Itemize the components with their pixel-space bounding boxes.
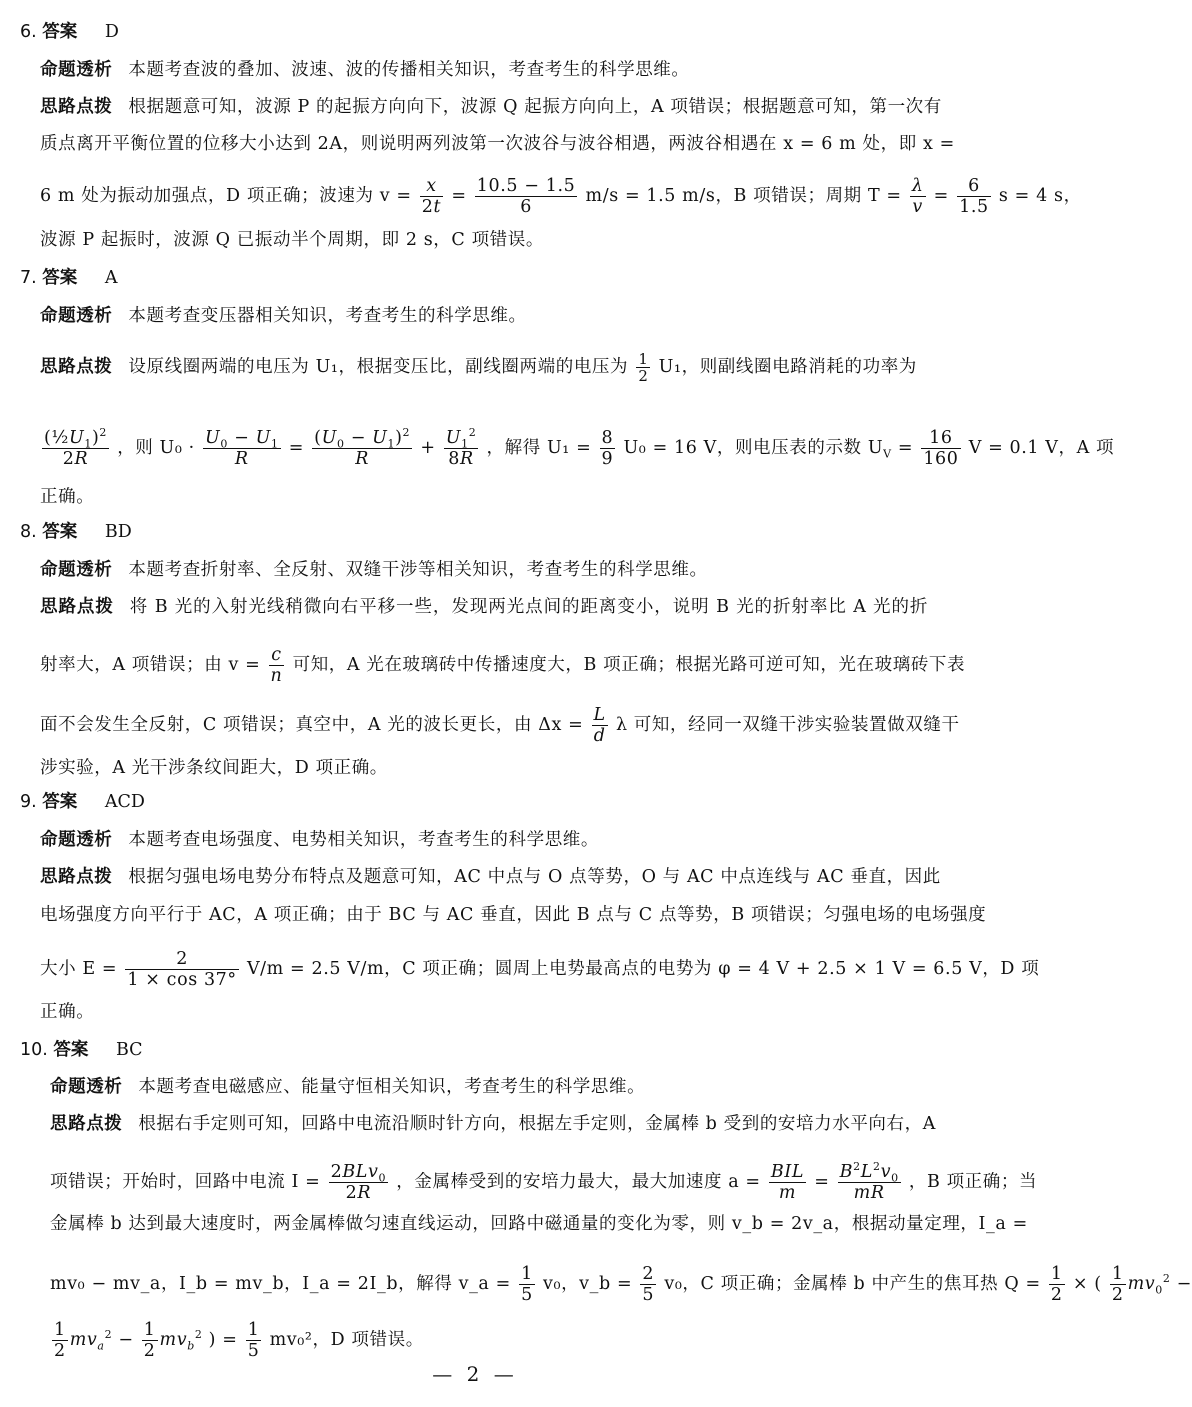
q10-l2b: ，金属棒受到的安培力最大，最大加速度 a = — [396, 1172, 761, 1192]
hint-label: 思路点拨 — [40, 867, 113, 887]
q8-number: 8. — [20, 522, 37, 542]
q10-hint-text1: 根据右手定则可知，回路中电流沿顺时针方向，根据左手定则，金属棒 b 受到的安培力水平向右，A — [138, 1114, 936, 1134]
q10-l4d: × ( — [1072, 1274, 1102, 1294]
q6-frac-x-2t: $\frac{x}{2t}$ — [421, 176, 442, 217]
q8-frac-c-n: $\frac{c}{n}$ — [270, 645, 283, 686]
q8-header — [20, 520, 132, 544]
q6-answer-label: 答案 — [42, 22, 78, 42]
q6-hint-line3: 6 m 处为振动加强点，D 项正确；波速为 v = $\frac{x}{2t}$ = $\frac{10.5 - 1.5}{6}$ m/s = 1.5 m/s，B 项错误；周期 T = $\frac{\lambda}{v}$ = $\frac{6}{1.5}$ s = 4 s， — [40, 176, 1082, 217]
q6-answer: D — [104, 22, 119, 42]
q8-answer: BD — [104, 522, 132, 542]
q6-frac-speed: $\frac{10.5 - 1.5}{6}$ — [476, 176, 576, 217]
q9-hint-line4: 正确。 — [40, 1002, 95, 1022]
q9-frac-field: $\frac{2}{1 \times \cos 37^\circ}$ — [127, 949, 237, 990]
q10-l5b: mv₀²，D 项错误。 — [269, 1330, 424, 1350]
q7-hint-line1 — [40, 351, 928, 384]
q10-frac-2-5: $\frac{2}{5}$ — [642, 1264, 655, 1305]
q10-frac-accel: $\frac{B^2L^2v_0}{mR}$ — [839, 1160, 899, 1203]
q8-l3b: λ 可知，经同一双缝干涉实验装置做双缝干 — [615, 715, 960, 735]
q7-answer-label: 答案 — [42, 268, 78, 288]
analysis-label: 命题透析 — [40, 830, 113, 850]
q8-hint-line3 — [40, 705, 960, 746]
q10-analysis — [50, 1075, 928, 1099]
q7-hint-line3: 正确。 — [40, 487, 95, 507]
q8-l2a: 射率大，A 项错误；由 v = — [40, 655, 261, 675]
q6-l3b: m/s = 1.5 m/s，B 项错误；周期 T = — [585, 186, 902, 206]
q7-number: 7. — [20, 268, 37, 288]
q6-hint-line1 — [40, 95, 942, 119]
analysis-label: 命题透析 — [40, 306, 113, 326]
q6-header — [20, 20, 119, 44]
q6-l3a: 6 m 处为振动加强点，D 项正确；波速为 v = — [40, 186, 412, 206]
q9-hint-line2: 电场强度方向平行于 AC，A 项正确；由于 BC 与 AC 垂直，因此 B 点与 C 点等势，B 项错误；匀强电场的电场强度 — [40, 905, 987, 925]
q7-answer: A — [104, 268, 118, 288]
q7-l2b: ，解得 U₁ = — [486, 438, 592, 458]
q7-frac-89: $\frac{8}{9}$ — [601, 428, 614, 469]
q7-analysis — [40, 304, 928, 328]
q7-hint-line2: $\frac{(\frac{1}{2}U_1)^2}{2R}$ ，则 U₀ · $\frac{U_0 - U_1}{R}$ = $\frac{(U_0 - U_1)^2}{R}$ + $\frac{U_1^2}{8R}$ ，解得 U₁ = $\frac{8}{9}$ U₀ = 16 V，则电压表的示数 $U_V$ = $\frac{16}{160}$ V = 0.1 V，A 项 — [44, 426, 1115, 469]
q10-hint-line1 — [50, 1112, 936, 1136]
q10-frac-half-a: $\frac{1}{2}$ — [1050, 1264, 1063, 1305]
q8-analysis-text: 本题考查折射率、全反射、双缝干涉等相关知识，考查考生的科学思维。 — [128, 560, 708, 580]
q10-frac-1-5: $\frac{1}{5}$ — [521, 1264, 533, 1305]
q7-frac-sq: $\frac{(U_0 - U_1)^2}{R}$ — [314, 426, 411, 469]
q8-hint-line1 — [40, 595, 928, 619]
q9-answer-label: 答案 — [42, 792, 78, 812]
q10-hint-line2: 项错误；开始时，回路中电流 I = 2BLv$_0$ 2R ，金属棒受到的安培力最大，最大加速度 a = BIL m = $\frac{B^2L^2v_0}{mR}$ ，B 项正确；当 — [50, 1160, 1038, 1203]
q8-hint-line4: 涉实验，A 光干涉条纹间距大，D 项正确。 — [40, 758, 388, 778]
q10-frac-BIL-m: BIL m — [770, 1162, 805, 1203]
q10-hint-line4: mv₀ − mv_a，I_b = mv_b，I_a = 2I_b，解得 v_a = $\frac{1}{5}$ v₀，v_b = $\frac{2}{5}$ v₀，C 项正确；金属棒 b 中产生的焦耳热 Q = $\frac{1}{2}$ × ( $\frac{1}{2}$ $mv_0^2$ − — [50, 1264, 1192, 1305]
q10-header — [20, 1038, 143, 1062]
q6-analysis-text: 本题考查波的叠加、波速、波的传播相关知识，考查考生的科学思维。 — [128, 60, 690, 80]
q7-l2a: ，则 U₀ · — [117, 438, 195, 458]
q7-frac-power: $\frac{(\frac{1}{2}U_1)^2}{2R}$ — [44, 426, 108, 469]
q7-header — [20, 266, 118, 290]
q7-l2d: V = 0.1 V，A 项 — [968, 438, 1115, 458]
q8-frac-L-d: $\frac{L}{d}$ — [593, 705, 606, 746]
q6-number: 6. — [20, 22, 37, 42]
q8-hint-text1: 将 B 光的入射光线稍微向右平移一些，发现两光点间的距离变小，说明 B 光的折射率比 A 光的折 — [129, 597, 928, 617]
q10-l4c: v₀，C 项正确；金属棒 b 中产生的焦耳热 Q = — [664, 1274, 1041, 1294]
q6-hint-line4: 波源 P 起振时，波源 Q 已振动半个周期，即 2 s，C 项错误。 — [40, 230, 544, 250]
q7-frac-u1sq: $\frac{U_1^2}{8R}$ — [445, 426, 477, 469]
hint-label: 思路点拨 — [40, 97, 113, 117]
q8-l3a: 面不会发生全反射，C 项错误；真空中，A 光的波长更长，由 Δx = — [40, 715, 584, 735]
q7-l2c: U₀ = 16 V，则电压表的示数 U — [623, 438, 884, 458]
q7-l1b: U₁，则副线圈电路消耗的功率为 — [658, 357, 917, 377]
analysis-label: 命题透析 — [50, 1077, 123, 1097]
hint-label: 思路点拨 — [40, 357, 113, 377]
q6-analysis — [40, 58, 928, 82]
analysis-label: 命题透析 — [40, 60, 113, 80]
q10-answer-label: 答案 — [53, 1040, 89, 1060]
q9-answer: ACD — [104, 792, 145, 812]
q10-frac-half-d: $\frac{1}{2}$ — [143, 1320, 156, 1361]
q10-l4b: v₀，v_b = — [542, 1274, 633, 1294]
hint-label: 思路点拨 — [40, 597, 114, 617]
q8-l2b: 可知，A 光在玻璃砖中传播速度大，B 项正确；根据光路可逆可知，光在玻璃砖下表 — [292, 655, 966, 675]
q8-hint-line2 — [40, 645, 966, 686]
q10-frac-half-c: $\frac{1}{2}$ — [54, 1320, 66, 1361]
q10-l2c: ，B 项正确；当 — [908, 1172, 1038, 1192]
hint-label: 思路点拨 — [50, 1114, 123, 1134]
q8-analysis — [40, 558, 928, 582]
q6-hint-text1: 根据题意可知，波源 P 的起振方向向下，波源 Q 起振方向向上，A 项错误；根据题意可知，第一次有 — [128, 97, 942, 117]
analysis-label: 命题透析 — [40, 560, 113, 580]
q10-l5a: ) = — [208, 1330, 238, 1350]
q6-frac-lambda-v: $\frac{\lambda}{v}$ — [911, 176, 924, 217]
q9-analysis-text: 本题考查电场强度、电势相关知识，考查考生的科学思维。 — [128, 830, 600, 850]
q10-hint-line5: $\frac{1}{2}$ $mv_a^2$ − $\frac{1}{2}$ $mv_b^2$ ) = $\frac{1}{5}$ mv₀²，D 项错误。 — [54, 1320, 424, 1361]
q10-answer: BC — [116, 1040, 143, 1060]
q10-l2a: 项错误；开始时，回路中电流 I = — [50, 1172, 321, 1192]
q7-frac-u0: $\frac{U_0 - U_1}{R}$ — [205, 428, 279, 469]
q7-l1a: 设原线圈两端的电压为 U₁，根据变压比，副线圈两端的电压为 — [128, 357, 629, 377]
q10-analysis-text: 本题考查电磁感应、能量守恒相关知识，考查考生的科学思维。 — [138, 1077, 646, 1097]
q9-analysis — [40, 828, 928, 852]
q9-hint-text1: 根据匀强电场电势分布特点及题意可知，AC 中点与 O 点等势，O 与 AC 中点连线与 AC 垂直，因此 — [128, 867, 941, 887]
q9-hint-line3 — [40, 949, 1040, 990]
q10-l4a: mv₀ − mv_a，I_b = mv_b，I_a = 2I_b，解得 v_a = — [50, 1274, 511, 1294]
q10-hint-line3: 金属棒 b 达到最大速度时，两金属棒做匀速直线运动，回路中磁通量的变化为零，则 v_b = 2v_a，根据动量定理，I_a = — [50, 1214, 1028, 1234]
q7-analysis-text: 本题考查变压器相关知识，考查考生的科学思维。 — [128, 306, 527, 326]
q9-number: 9. — [20, 792, 37, 812]
q6-hint-line2: 质点离开平衡位置的位移大小达到 2A，则说明两列波第一次波谷与波谷相遇，两波谷相遇在 x = 6 m 处，即 x = — [40, 134, 955, 154]
q10-frac-current: 2BLv$_0$ 2R — [330, 1162, 387, 1203]
q8-answer-label: 答案 — [42, 522, 78, 542]
q9-hint-line1 — [40, 865, 941, 889]
q10-frac-one-fifth: $\frac{1}{5}$ — [247, 1320, 260, 1361]
q10-number: 10. — [20, 1040, 48, 1060]
q10-frac-half-b: $\frac{1}{2}$ — [1111, 1264, 1124, 1305]
q9-header — [20, 790, 145, 814]
q6-l3c: s = 4 s， — [998, 186, 1082, 206]
page-number: — 2 — — [432, 1362, 518, 1386]
q7-frac-half: $\frac{1}{2}$ — [638, 350, 649, 385]
q9-l3b: V/m = 2.5 V/m，C 项正确；圆周上电势最高点的电势为 φ = 4 V + 2.5 × 1 V = 6.5 V，D 项 — [246, 959, 1040, 979]
q9-l3a: 大小 E = — [40, 959, 118, 979]
q6-frac-period: $\frac{6}{1.5}$ — [959, 176, 989, 217]
q7-frac-16-160: $\frac{16}{160}$ — [923, 428, 959, 469]
